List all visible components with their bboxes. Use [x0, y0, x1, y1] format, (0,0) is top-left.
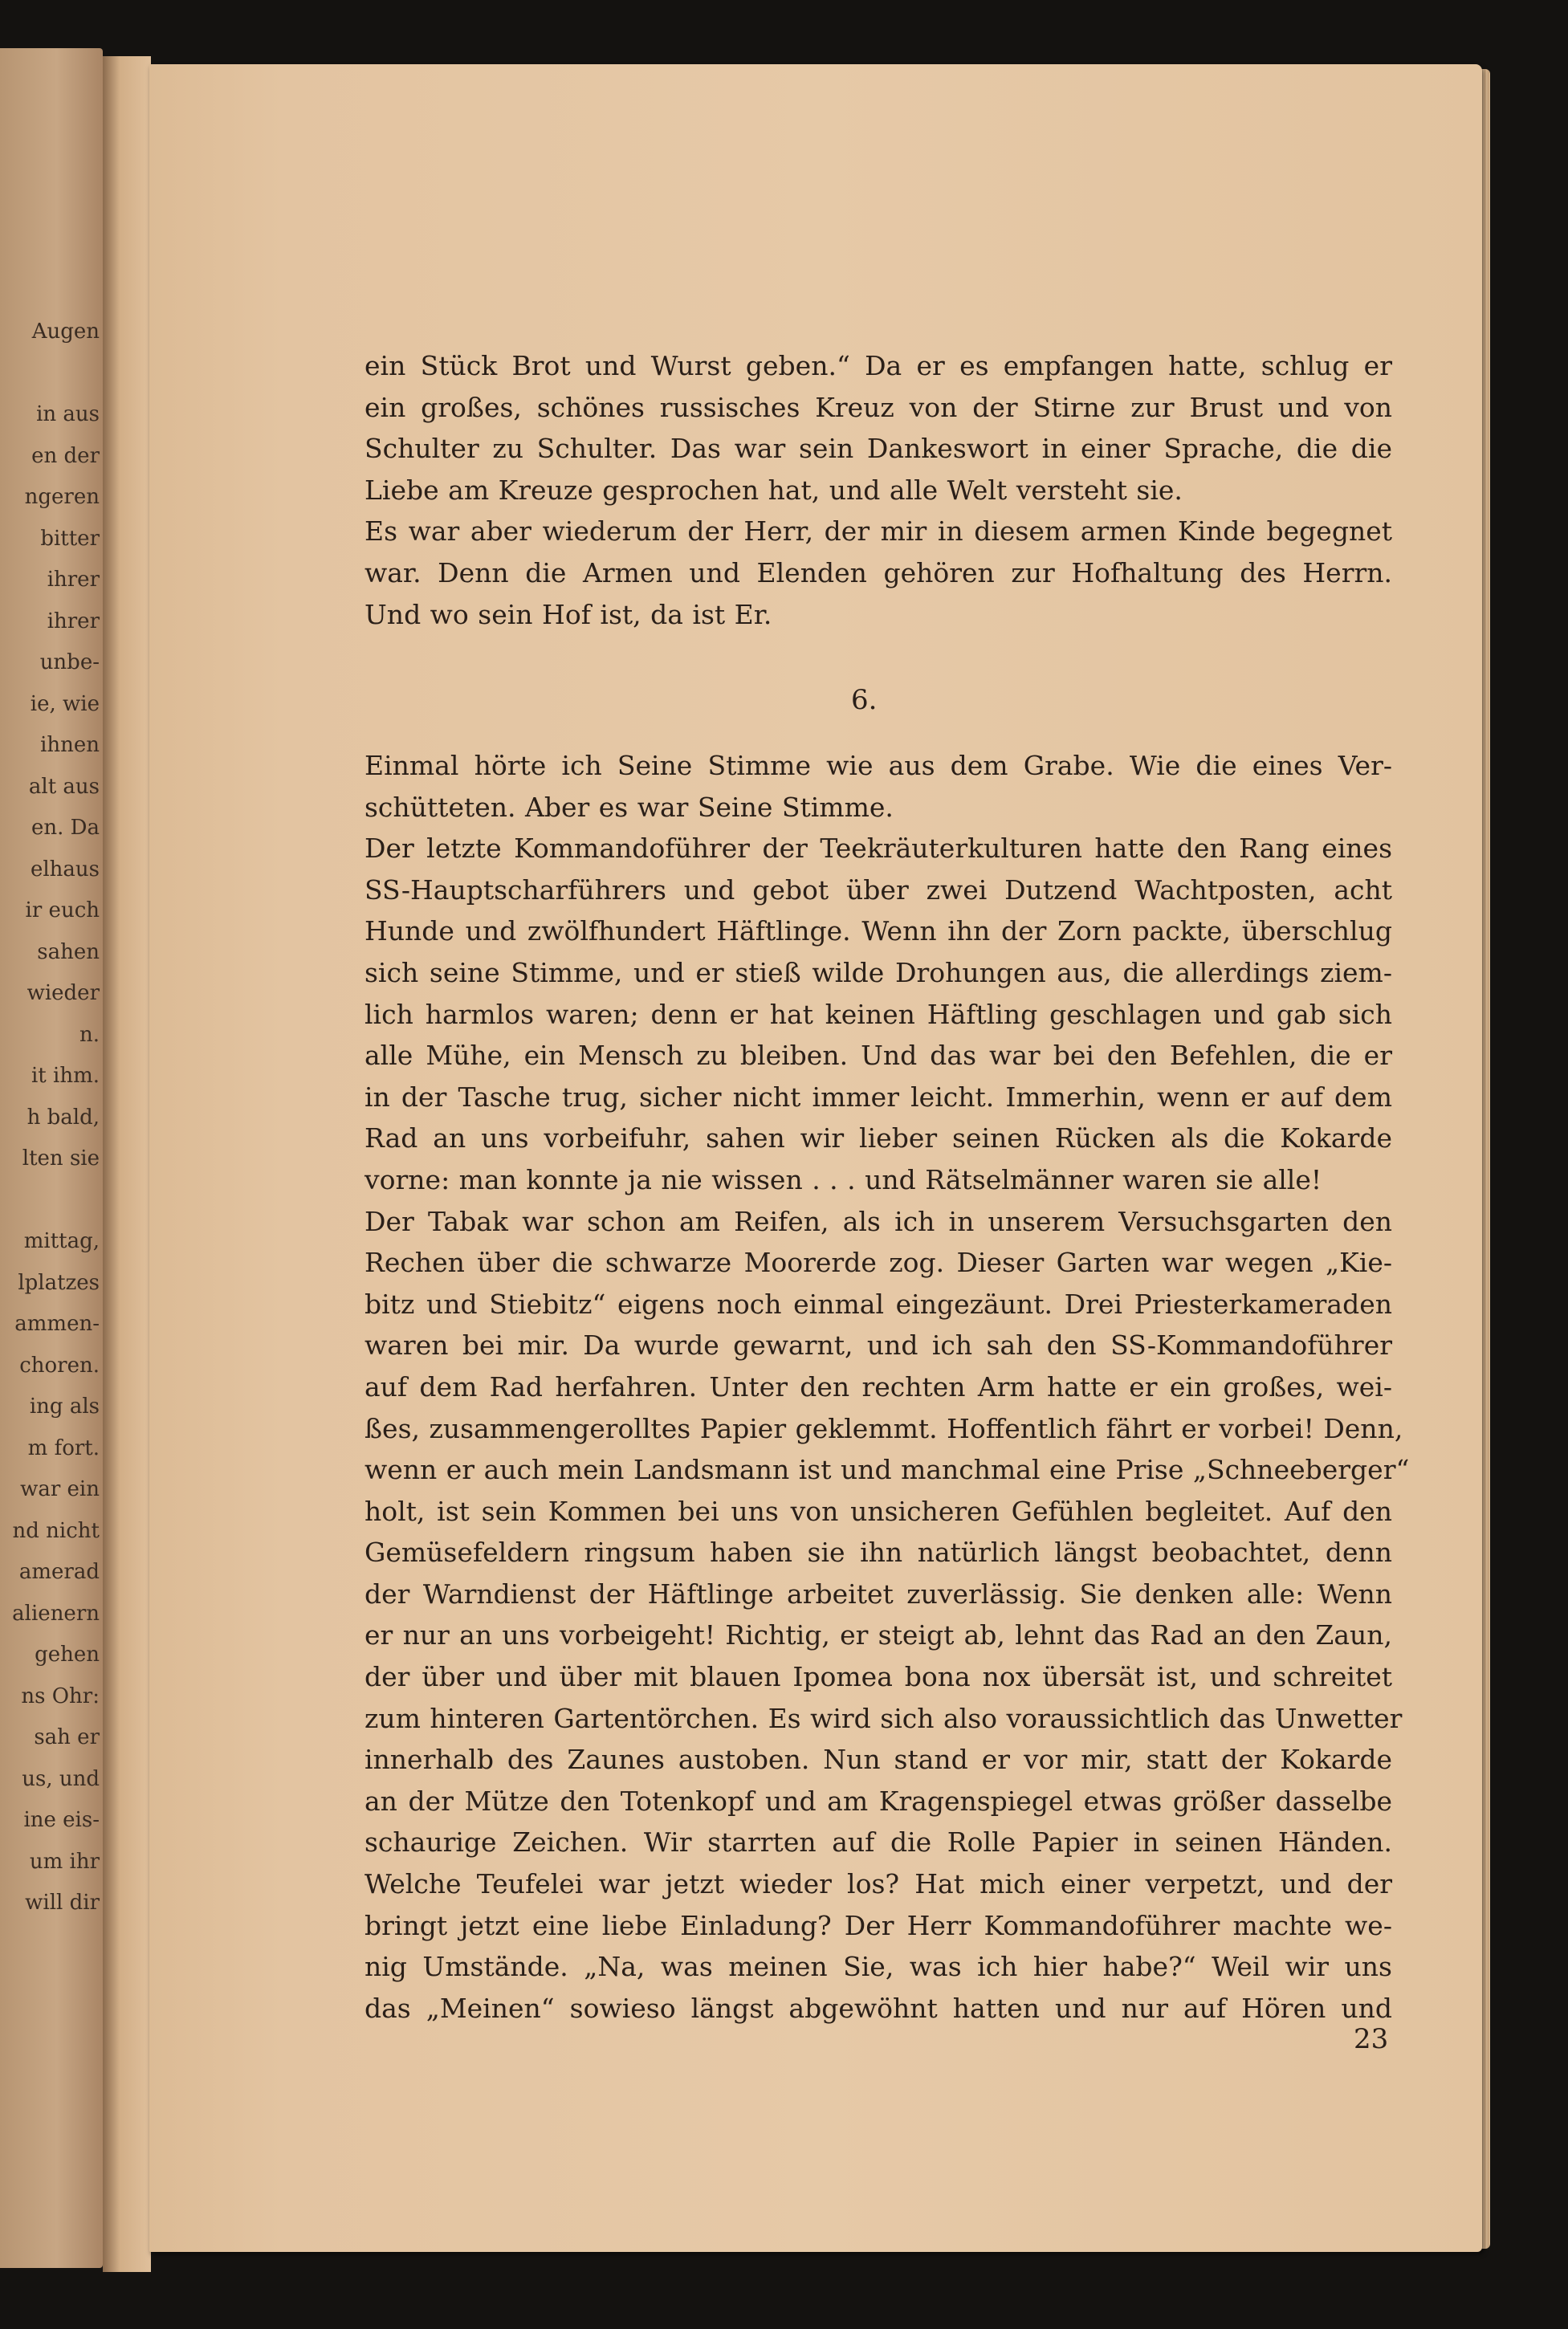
text-line: Einmal hörte ich Seine Stimme wie aus dem Grabe. Wie die eines Ver- [365, 750, 1392, 781]
text-line: vorne: man konnte ja nie wissen . . . und Rätselmänner waren sie alle! [365, 1163, 1322, 1195]
paragraph-4 [365, 828, 1392, 1200]
text-line: innerhalb des Zaunes austoben. Nun stand er vor mir, statt der Kokarde [365, 1744, 1392, 1776]
text-line: Der Tabak war schon am Reifen, als ich in unserem Versuchsgarten den [365, 1205, 1392, 1237]
text-line: war. Denn die Armen und Elenden gehören zur Hofhaltung des Herrn. [365, 556, 1392, 588]
text-line: lich harmlos waren; denn er hat keinen Häftling geschlagen und gab sich [365, 998, 1392, 1030]
text-line: Rad an uns vorbeifuhr, sahen wir lieber seinen Rücken als die Kokarde [365, 1122, 1392, 1154]
facing-page-fragment: ing als [29, 1395, 100, 1419]
facing-page-fragment: n. [79, 1022, 100, 1047]
text-line: das „Meinen“ sowieso längst abgewöhnt hatten und nur auf Hören und [365, 1992, 1392, 2024]
facing-page-fragment: ie, wie [30, 691, 100, 716]
facing-page-fragment: elhaus [30, 857, 100, 882]
text-line: Schulter zu Schulter. Das war sein Dankeswort in einer Sprache, die die [365, 433, 1392, 465]
facing-page-fragment: ns Ohr: [21, 1684, 100, 1708]
text-line: Und wo sein Hof ist, da ist Er. [365, 598, 772, 630]
text-line: Rechen über die schwarze Moorerde zog. Dieser Garten war wegen „Kie- [365, 1247, 1392, 1279]
facing-page-fragment: en der [31, 443, 100, 468]
page-text [365, 345, 1392, 635]
facing-page-fragment: bitter [40, 526, 100, 551]
paragraph-5 [365, 1201, 1410, 2030]
facing-page-fragment: sah er [34, 1725, 100, 1749]
facing-page-fragment: ir euch [25, 898, 100, 922]
text-line: Hunde und zwölfhundert Häftlinge. Wenn ihn der Zorn packte, überschlug [365, 915, 1392, 947]
facing-page-fragment: m fort. [27, 1435, 100, 1460]
facing-page-fragment: it ihm. [31, 1064, 100, 1088]
facing-page-fragment: lplatzes [18, 1270, 100, 1295]
text-line: Welche Teufelei war jetzt wieder los? Hat mich einer verpetzt, und der [365, 1868, 1392, 1900]
facing-page-fragment: unbe- [39, 650, 100, 674]
text-line: Der letzte Kommandoführer der Teekräuterkulturen hatte den Rang eines [365, 833, 1392, 865]
facing-page-fragment: nd nicht [12, 1518, 100, 1543]
text-line: in der Tasche trug, sicher nicht immer leicht. Immerhin, wenn er auf dem [365, 1081, 1392, 1113]
paragraph-1 [365, 345, 1392, 511]
text-line: an der Mütze den Totenkopf und am Kragenspiegel etwas größer dasselbe [365, 1785, 1392, 1817]
text-line: schütteten. Aber es war Seine Stimme. [365, 791, 894, 823]
page-text-section-6 [365, 745, 1410, 2029]
facing-page-fragment: alt aus [28, 774, 100, 799]
text-line: ein Stück Brot und Wurst geben.“ Da er es empfangen hatte, schlug er [365, 350, 1392, 381]
text-line: schaurige Zeichen. Wir starrten auf die Rolle Papier in seinen Händen. [365, 1826, 1392, 1859]
text-line: Es war aber wiederum der Herr, der mir in diesem armen Kinde begegnet [365, 515, 1392, 548]
text-line: bitz und Stiebitz“ eigens noch einmal eingezäunt. Drei Priesterkameraden [365, 1288, 1392, 1320]
facing-page-fragment: war ein [20, 1477, 100, 1501]
facing-page-fragment: wieder [26, 981, 100, 1005]
facing-page-fragment: ngeren [24, 485, 100, 509]
facing-page-fragment: ihnen [40, 733, 100, 757]
facing-page-fragment: mittag, [23, 1229, 100, 1253]
facing-page-fragment: in aus [36, 402, 100, 426]
facing-page-fragment [0, 353, 103, 394]
facing-page-fragment: Augen [31, 320, 100, 344]
text-line: sich seine Stimme, und er stieß wilde Drohungen aus, die allerdings ziem- [365, 956, 1392, 988]
text-line: ein großes, schönes russisches Kreuz von der Stirne zur Brust und von [365, 391, 1392, 423]
facing-page-fragment: alienern [12, 1601, 100, 1626]
text-line: Liebe am Kreuze gesprochen hat, und alle Welt versteht sie. [365, 474, 1183, 506]
page-number: 23 [1354, 2023, 1389, 2055]
facing-page [0, 48, 103, 2268]
paragraph-2 [365, 511, 1392, 635]
section-number: 6. [851, 684, 878, 716]
facing-page-fragment: sahen [37, 939, 100, 964]
text-line: alle Mühe, ein Mensch zu bleiben. Und das war bei den Befehlen, die er [365, 1040, 1392, 1072]
text-line: holt, ist sein Kommen bei uns von unsicheren Gefühlen begleitet. Auf den [365, 1495, 1392, 1527]
text-line: waren bei mir. Da wurde gewarnt, und ich sah den SS-Kommandoführer [365, 1329, 1392, 1362]
text-line: ßes, zusammengerolltes Papier geklemmt. Hoffentlich fährt er vorbei! Denn, [365, 1412, 1403, 1444]
paragraph-3 [365, 745, 1392, 828]
facing-page-fragment: us, und [22, 1766, 100, 1791]
text-line: nig Umstände. „Na, was meinen Sie, was ich hier habe?“ Weil wir uns [365, 1951, 1392, 1983]
text-line: der über und über mit blauen Ipomea bona nox übersät ist, und schreitet [365, 1661, 1392, 1693]
facing-page-fragment: will dir [25, 1891, 100, 1915]
text-line: er nur an uns vorbeigeht! Richtig, er steigt ab, lehnt das Rad an den Zaun, [365, 1619, 1392, 1651]
text-line: zum hinteren Gartentörchen. Es wird sich also voraussichtlich das Unwetter [365, 1702, 1403, 1734]
facing-page-fragment: ihrer [47, 609, 100, 633]
facing-page-fragment: ine eis- [23, 1808, 100, 1832]
facing-page-fragment: en. Da [31, 816, 100, 840]
text-line: Gemüsefeldern ringsum haben sie ihn natürlich längst beobachtet, denn [365, 1537, 1392, 1569]
facing-page-fragment [0, 1180, 103, 1221]
text-line: wenn er auch mein Landsmann ist und manchmal eine Prise „Schneeberger“ [365, 1454, 1410, 1486]
facing-page-fragment: h bald, [26, 1105, 100, 1130]
book-page [149, 64, 1482, 2252]
facing-page-fragment: ihrer [47, 568, 100, 592]
facing-page-fragment: ammen- [14, 1312, 100, 1336]
facing-page-fragment: um ihr [29, 1849, 100, 1874]
text-line: SS-Hauptscharführers und gebot über zwei Dutzend Wachtposten, acht [365, 873, 1392, 906]
book-gutter [103, 56, 151, 2272]
text-line: auf dem Rad herfahren. Unter den rechten Arm hatte er ein großes, wei- [365, 1370, 1392, 1403]
facing-page-fragment: choren. [19, 1353, 100, 1378]
text-line: der Warndienst der Häftlinge arbeitet zuverlässig. Sie denken alle: Wenn [365, 1578, 1392, 1610]
facing-page-fragment: gehen [35, 1643, 100, 1667]
facing-page-fragment: lten sie [22, 1146, 100, 1171]
text-line: bringt jetzt eine liebe Einladung? Der Herr Kommandoführer machte we- [365, 1909, 1392, 1941]
facing-page-fragment: amerad [18, 1560, 100, 1584]
